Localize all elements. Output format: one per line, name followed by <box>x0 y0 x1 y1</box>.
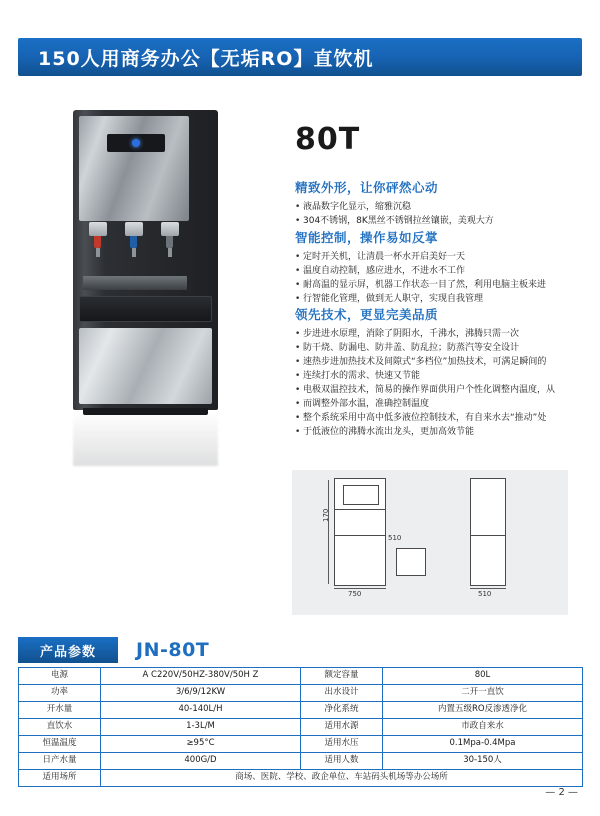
water-dispenser-illustration <box>73 110 218 415</box>
spec-key: 额定容量 <box>301 668 383 685</box>
spec-value: 0.1Mpa-0.4Mpa <box>383 736 583 753</box>
list-item: • 304不锈钢，8K黑丝不锈钢拉丝镶嵌，美观大方 <box>295 215 563 228</box>
spec-badge: 产品参数 <box>18 637 118 663</box>
list-item: • 液晶数字化显示，缩雅沉稳 <box>295 201 563 214</box>
dimension-vertical-line <box>328 480 329 584</box>
spec-value: 1-3L/M <box>101 719 301 736</box>
list-item: • 步进进水原理，消除了阴阳水，千沸水，沸腾只需一次 <box>295 328 563 341</box>
detail-view-box <box>396 548 426 576</box>
list-item: • 速热步进加热技术及间隙式“多档位”加热技术，可满足瞬间的 <box>295 356 563 369</box>
table-row <box>19 668 583 685</box>
spec-key: 适用人数 <box>301 753 383 770</box>
table-row <box>19 736 583 753</box>
spec-value: ≥95°C <box>101 736 301 753</box>
feature-list <box>295 201 563 228</box>
drip-tray <box>83 276 187 290</box>
spec-key: 功率 <box>19 685 101 702</box>
machine-display <box>107 134 165 152</box>
table-row <box>19 770 583 787</box>
table-row <box>19 719 583 736</box>
spec-key: 净化系统 <box>301 702 383 719</box>
lever-red-icon <box>94 236 101 248</box>
spec-value: 内置五级RO反渗透净化 <box>383 702 583 719</box>
list-item: • 于低液位的沸腾水流出龙头，更加高效节能 <box>295 426 563 439</box>
feature-heading: 智能控制，操作易如反掌 <box>295 230 439 245</box>
specifications-table <box>18 667 583 787</box>
feature-list <box>295 328 563 439</box>
photo-reflection <box>73 412 218 466</box>
spec-key: 开水量 <box>19 702 101 719</box>
spec-value: 400G/D <box>101 753 301 770</box>
spec-key: 适用水源 <box>301 719 383 736</box>
spec-key: 直饮水 <box>19 719 101 736</box>
list-item: • 连续打水的需求、快速又节能 <box>295 370 563 383</box>
machine-control-panel <box>79 296 212 322</box>
spec-key: 日产水量 <box>19 753 101 770</box>
spec-value: 30-150人 <box>383 753 583 770</box>
dimension-label-height: 170 <box>322 508 330 522</box>
dimension-horizontal-line-front <box>334 588 386 589</box>
spec-title-row <box>18 636 582 664</box>
specifications-section <box>18 636 582 787</box>
spec-value: 40-140L/H <box>101 702 301 719</box>
spec-key: 适用场所 <box>19 770 101 787</box>
tap-cold <box>125 222 145 257</box>
feature-section-technology <box>295 305 563 440</box>
list-item: • 行智能化管理，做到无人职守，实现自我管理 <box>295 293 563 306</box>
list-item: • 耐高温的显示屏，机器工作状态一目了然，利用电脑主板来进 <box>295 279 563 292</box>
list-item: • 而调整外部水温，准确控制温度 <box>295 398 563 411</box>
feature-section-control <box>295 228 563 307</box>
feature-list <box>295 251 563 306</box>
list-item: • 电极双温控技术，简易的操作界面供用户个性化调整内温度，从 <box>295 384 563 397</box>
feature-section-design <box>295 178 563 229</box>
spec-model-name: JN-80T <box>136 639 210 661</box>
front-view-outline <box>334 478 386 586</box>
spec-key: 出水设计 <box>301 685 383 702</box>
side-view-outline <box>470 478 506 586</box>
spec-value: 80L <box>383 668 583 685</box>
feature-heading: 精致外形，让你砰然心动 <box>295 180 439 195</box>
spec-key: 电源 <box>19 668 101 685</box>
table-row <box>19 685 583 702</box>
feature-heading: 领先技术，更显完美品质 <box>295 307 439 322</box>
list-item: • 防干烧、防漏电、防井盖、防乱拉；防蒸汽等安全设计 <box>295 342 563 355</box>
header-banner <box>18 38 582 76</box>
page-number: — 2 — <box>545 787 578 798</box>
spec-value: 二开一直饮 <box>383 685 583 702</box>
table-row <box>19 702 583 719</box>
list-item: • 整个系统采用中高中低多液位控制技术，有自来水去“推动”处 <box>295 412 563 425</box>
tap-hot <box>89 222 109 257</box>
spec-value: 3/6/9/12KW <box>101 685 301 702</box>
spec-key: 适用水压 <box>301 736 383 753</box>
table-row <box>19 753 583 770</box>
dimension-horizontal-line-side <box>470 588 506 589</box>
page-title: 150人用商务办公【无垢RO】直饮机 <box>38 47 374 70</box>
dimension-label-inner: 510 <box>388 534 402 542</box>
spec-key: 恒温温度 <box>19 736 101 753</box>
machine-taps <box>81 222 189 270</box>
dimension-label-front-width: 750 <box>348 590 362 598</box>
display-indicator-icon <box>132 139 140 147</box>
spec-value: A C220V/50HZ-380V/50H Z <box>101 668 301 685</box>
product-photo <box>45 100 275 460</box>
dimension-label-side-width: 510 <box>478 590 492 598</box>
model-heading: 80T <box>295 122 361 157</box>
machine-top-panel <box>79 116 189 221</box>
dimension-drawing <box>292 470 568 615</box>
list-item: • 温度自动控制，感应进水，不进水不工作 <box>295 265 563 278</box>
list-item: • 定时开关机，让清晨一杯水开启美好一天 <box>295 251 563 264</box>
tap-purified <box>161 222 181 257</box>
machine-lower-door <box>79 328 212 404</box>
spec-value: 市政自来水 <box>383 719 583 736</box>
lever-blue-icon <box>130 236 137 248</box>
spec-value: 商场、医院、学校、政企单位、车站码头机场等办公场所 <box>101 770 583 787</box>
lever-grey-icon <box>166 236 173 248</box>
front-view-inner-box <box>343 485 379 505</box>
